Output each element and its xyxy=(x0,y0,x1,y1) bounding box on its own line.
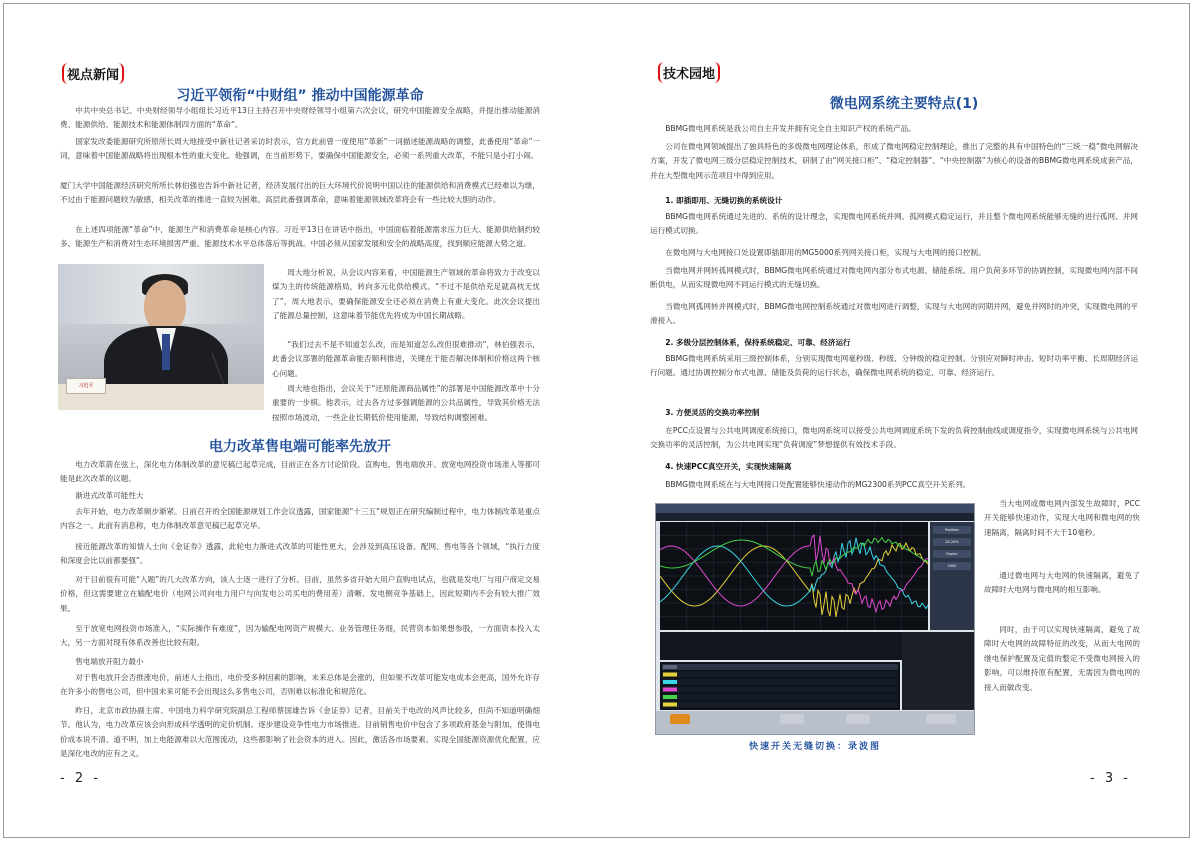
subheading: 售电端放开阻力最小 xyxy=(75,657,144,666)
paragraph: BBMG微电网系统采用三级控制体系，分别实现微电网毫秒级、秒级、分钟级的稳定控制。分别应对瞬时冲击、短时功率平衡、长周期经济运行问题。通过协调控制分布式电源、储能及负荷的运行状态，确保微电网系统的稳定、可靠、经济运行。 xyxy=(650,354,1138,378)
paragraph: 对于售电放开会否推涨电价，前述人士指出，电价受多种因素的影响，未来总体是会涨的，但如果不改革可能发电成本会更高，国外允许存在许多小的售电公司，但中国未来可能不会出现这么多售电公司，否则难以标准化和规范化。 xyxy=(60,673,540,697)
paragraph: 周大地分析说，从会议内容来看，中国能源生产领域的革命将致力于改变以煤为主的传统能源格局，转向多元化供给模式。“不过不是供给充足就高枕无忧了”，周大地表示，要确保能源安全还必须在消费上有重大变化。此次会议提出了能源总量控制，这意味着节能优先将成为中国长期战略。 xyxy=(272,268,540,321)
scope-control xyxy=(780,714,804,724)
scope-control xyxy=(846,714,870,724)
section-tag-tech: 技术园地 xyxy=(658,62,720,83)
scope-info-panel xyxy=(902,632,974,710)
section-heading: 4. 快速PCC真空开关，实现快速隔离 xyxy=(665,462,792,471)
scope-measure-table xyxy=(660,662,900,710)
paragraph: 中共中央总书记、中央财经领导小组组长习近平13日主持召开中央财经领导小组第六次会议，研究中国能源安全战略，并提出推动能源消费、能源供给、能源技术和能源体制四方面的“革命”。 xyxy=(60,106,540,130)
paragraph: 去年开始，电力改革频步渐紧。日前召开的全国能源规划工作会议透露，国家能源“十三五”规划正在研究编制过程中，电力体制改革是重点内容之一。此前有消息称，电力体制改革意见稿已起草完毕。 xyxy=(60,507,540,531)
paragraph: 至于放宽电网投资市场准入，“实际操作有难度”，因为输配电网资产规模大、业务管理任务细，民营资本如果想参股，一方面资本投入太大，另一方面对现有体系改善也比较有限。 xyxy=(60,624,540,648)
scope-zoom-button xyxy=(670,714,690,724)
section-tag-news: 视点新闻 xyxy=(62,63,124,84)
headline-microgrid: 微电网系统主要特点(1) xyxy=(829,96,979,112)
paragraph: BBMG微电网系统通过先进的、系统的设计理念，实现微电网系统并网、孤网模式稳定运行，并且整个微电网系统能够无缝的进行孤网、并网运行模式切换。 xyxy=(650,212,1138,236)
headline-energy-revolution: 习近平领衔“中财组” 推动中国能源革命 xyxy=(176,88,424,104)
section-heading: 2. 多级分层控制体系，保持系统稳定、可靠、经济运行 xyxy=(665,338,851,347)
paragraph: 国家发改委能源研究所原所长周大地接受中新社记者采访时表示，官方此前曾一度使用“革新”一词描述能源战略的调整，此番使用“革命”一词，意味着中国能源战略将出现根本性的重大变化。他强调，在当前形势下，要确保中国能源安全，必须一系列重大改革，不能只是小打小闹。 xyxy=(60,137,540,161)
paragraph: 接近能源改革的知情人士向《金证券》透露，此轮电力渐进式改革的可能性更大，会涉及到高压设备、配网、售电等各个领域，“执行力度和深度会比以前都要强”。 xyxy=(60,542,540,566)
scope-toolbar xyxy=(656,513,975,521)
paragraph: 周大地也指出，会议关于“还原能源商品属性”的部署是中国能源改革中十分重要的一步棋。他表示，过去各方过多强调能源的公共品属性，导致其价格无法按照市场波动，一些企业长期低价使用能源，导致结构调整困难。 xyxy=(272,384,540,422)
scope-side-button: Position xyxy=(933,526,971,534)
section-heading: 1. 即插即用、无缝切换的系统设计 xyxy=(665,196,783,205)
scope-side-button: 25.20% xyxy=(933,538,971,546)
figure-caption: 快速开关无缝切换：录波图 xyxy=(748,742,881,752)
paragraph: 公司在微电网领域提出了独具特色的多级微电网理论体系，形成了微电网稳定控制理论，推出了完整的具有中国特色的“三统一稳”微电网解决方案，开发了微电网三级分层稳定控制技术，研制了由“网关接口柜”、“稳定控制器”、“中央控制器”为核心的设备的BBMG微电网系统成套产品，并在大型微电网示范项目中得到应用。 xyxy=(650,142,1138,180)
paragraph: 当微电网孤网转并网模式时，BBMG微电网控制系统通过对微电网进行调整，实现与大电网的同期并网，避免并网时的冲突，实现微电网的平滑接入。 xyxy=(650,302,1138,326)
oscilloscope-screenshot xyxy=(655,503,975,735)
nameplate: 习近平 xyxy=(66,378,106,394)
paragraph: “我们过去不是不知道怎么改，而是知道怎么改但很难推动”，林伯强表示，此番会议部署的能源革命能否顺利推进，关键在于能否解决体制和价格这两个核心问题。 xyxy=(272,340,540,378)
paragraph: 当大电网或微电网内部发生故障时，PCC开关能够快速动作，实现大电网和微电网的快速隔离，隔离时间不大于10毫秒。 xyxy=(984,499,1140,537)
page-number: - 2 - xyxy=(60,771,101,786)
paragraph: 在微电网与大电网接口处设置即插即用的MG5000系列网关接口柜，实现与大电网的接口控制。 xyxy=(665,248,986,257)
subheading: 渐进式改革可能性大 xyxy=(75,491,144,500)
paragraph: 在PCC点设置与公共电网调度系统接口，微电网系统可以接受公共电网调度系统下发的负荷控制曲线或调度指令，实现微电网系统与公共电网交换功率的灵活控制，为公共电网实现“负荷调度”梦想提供有效技术手段。 xyxy=(650,426,1138,450)
waveform-svg xyxy=(660,522,928,630)
scope-control xyxy=(926,714,956,724)
scope-side-button: Fusion xyxy=(933,550,971,558)
paragraph: 当微电网并网转孤网模式时，BBMG微电网系统通过对微电网内部分布式电源、储能系统、用户负荷多环节的协调控制，实现微电网内部不间断供电，从而实现微电网不同运行模式的无缝切换。 xyxy=(650,266,1138,290)
paragraph: BBMG微电网系统是我公司自主开发并拥有完全自主知识产权的系统产品。 xyxy=(665,124,916,133)
paragraph: 通过微电网与大电网的快速隔离，避免了故障时大电网与微电网的相互影响。 xyxy=(984,571,1140,595)
headline-power-reform: 电力改革售电端可能率先放开 xyxy=(209,439,391,455)
scope-side-panel xyxy=(930,522,974,630)
news-photo xyxy=(58,264,264,410)
paragraph: BBMG微电网系统在与大电网接口处配置能够快速动作的MG2300系列PCC真空开关系列。 xyxy=(665,480,971,489)
page-number: - 3 - xyxy=(1090,771,1131,786)
paragraph: 昨日，北京市政协副主席、中国电力科学研究院副总工程师蔡国雄告诉《金证券》记者，目前关于电改的风声比较多，但尚不知道明确细节。他认为，电力改革应该会向形成科学透明的定价机制、逐步建设竞争性电力市场推进。目前销售电价中包含了多项政府基金与附加，使得电价成本说不清、道不明，加上电能源难以大范围流动，这些都影响了社会资本的进入。因此，激活各市场要素、实现全国能源资源优化配置，应是深化电改的应有之义。 xyxy=(60,706,540,759)
scope-menu-bar xyxy=(656,504,975,513)
paragraph: 对于目前很有可能“入题”的几大改革方向，该人士逐一进行了分析。目前，虽然多省开始大用户直购电试点，也就是发电厂与用户商定交易价格，但这需要建立在输配电价（电网公司向电力用户与向发电公司买电的费用差）清晰、发电侧竞争基础上，因此短期内不会有较大推广效果。 xyxy=(60,575,540,613)
paragraph: 在上述四项能源“革命”中，能源生产和消费革命是核心内容。习近平13日在讲话中指出，中国面临着能源需求压力巨大、能源供给制约较多、能源生产和消费对生态环境损害严重、能源技术水平总体落后等挑战。中国必须从国家发展和安全的战略高度，找到顺应能源大势之道。 xyxy=(60,225,540,249)
paragraph: 电力改革箭在弦上，深化电力体制改革的意见稿已起草完成，目前正在各方讨论阶段。直购电、售电端放开、放宽电网投资市场准入等都可能是此次改革的议题。 xyxy=(60,460,540,484)
scope-side-button: 2000 xyxy=(933,562,971,570)
page-left xyxy=(0,0,594,835)
paragraph: 厦门大学中国能源经济研究所所长林伯强也告诉中新社记者，经济发展付出的巨大环境代价说明中国以往的能源供给和消费模式已经难以为继，不过由于能源问题较为敏感，相关改革的推进一直较为困难。高层此番强调革命，意味着能源领域改革将会有一些比较大胆的动作。 xyxy=(60,181,540,205)
paragraph: 同时，由于可以实现快速隔离，避免了故障时大电网的故障特征的改变，从而大电网的继电保护配置及定值的整定不受微电网接入的影响，可以维持原有配置，无需因为微电网的接入而做改变。 xyxy=(984,625,1140,692)
section-heading: 3. 方便灵活的交换功率控制 xyxy=(665,408,760,417)
waveform-display xyxy=(660,522,928,630)
